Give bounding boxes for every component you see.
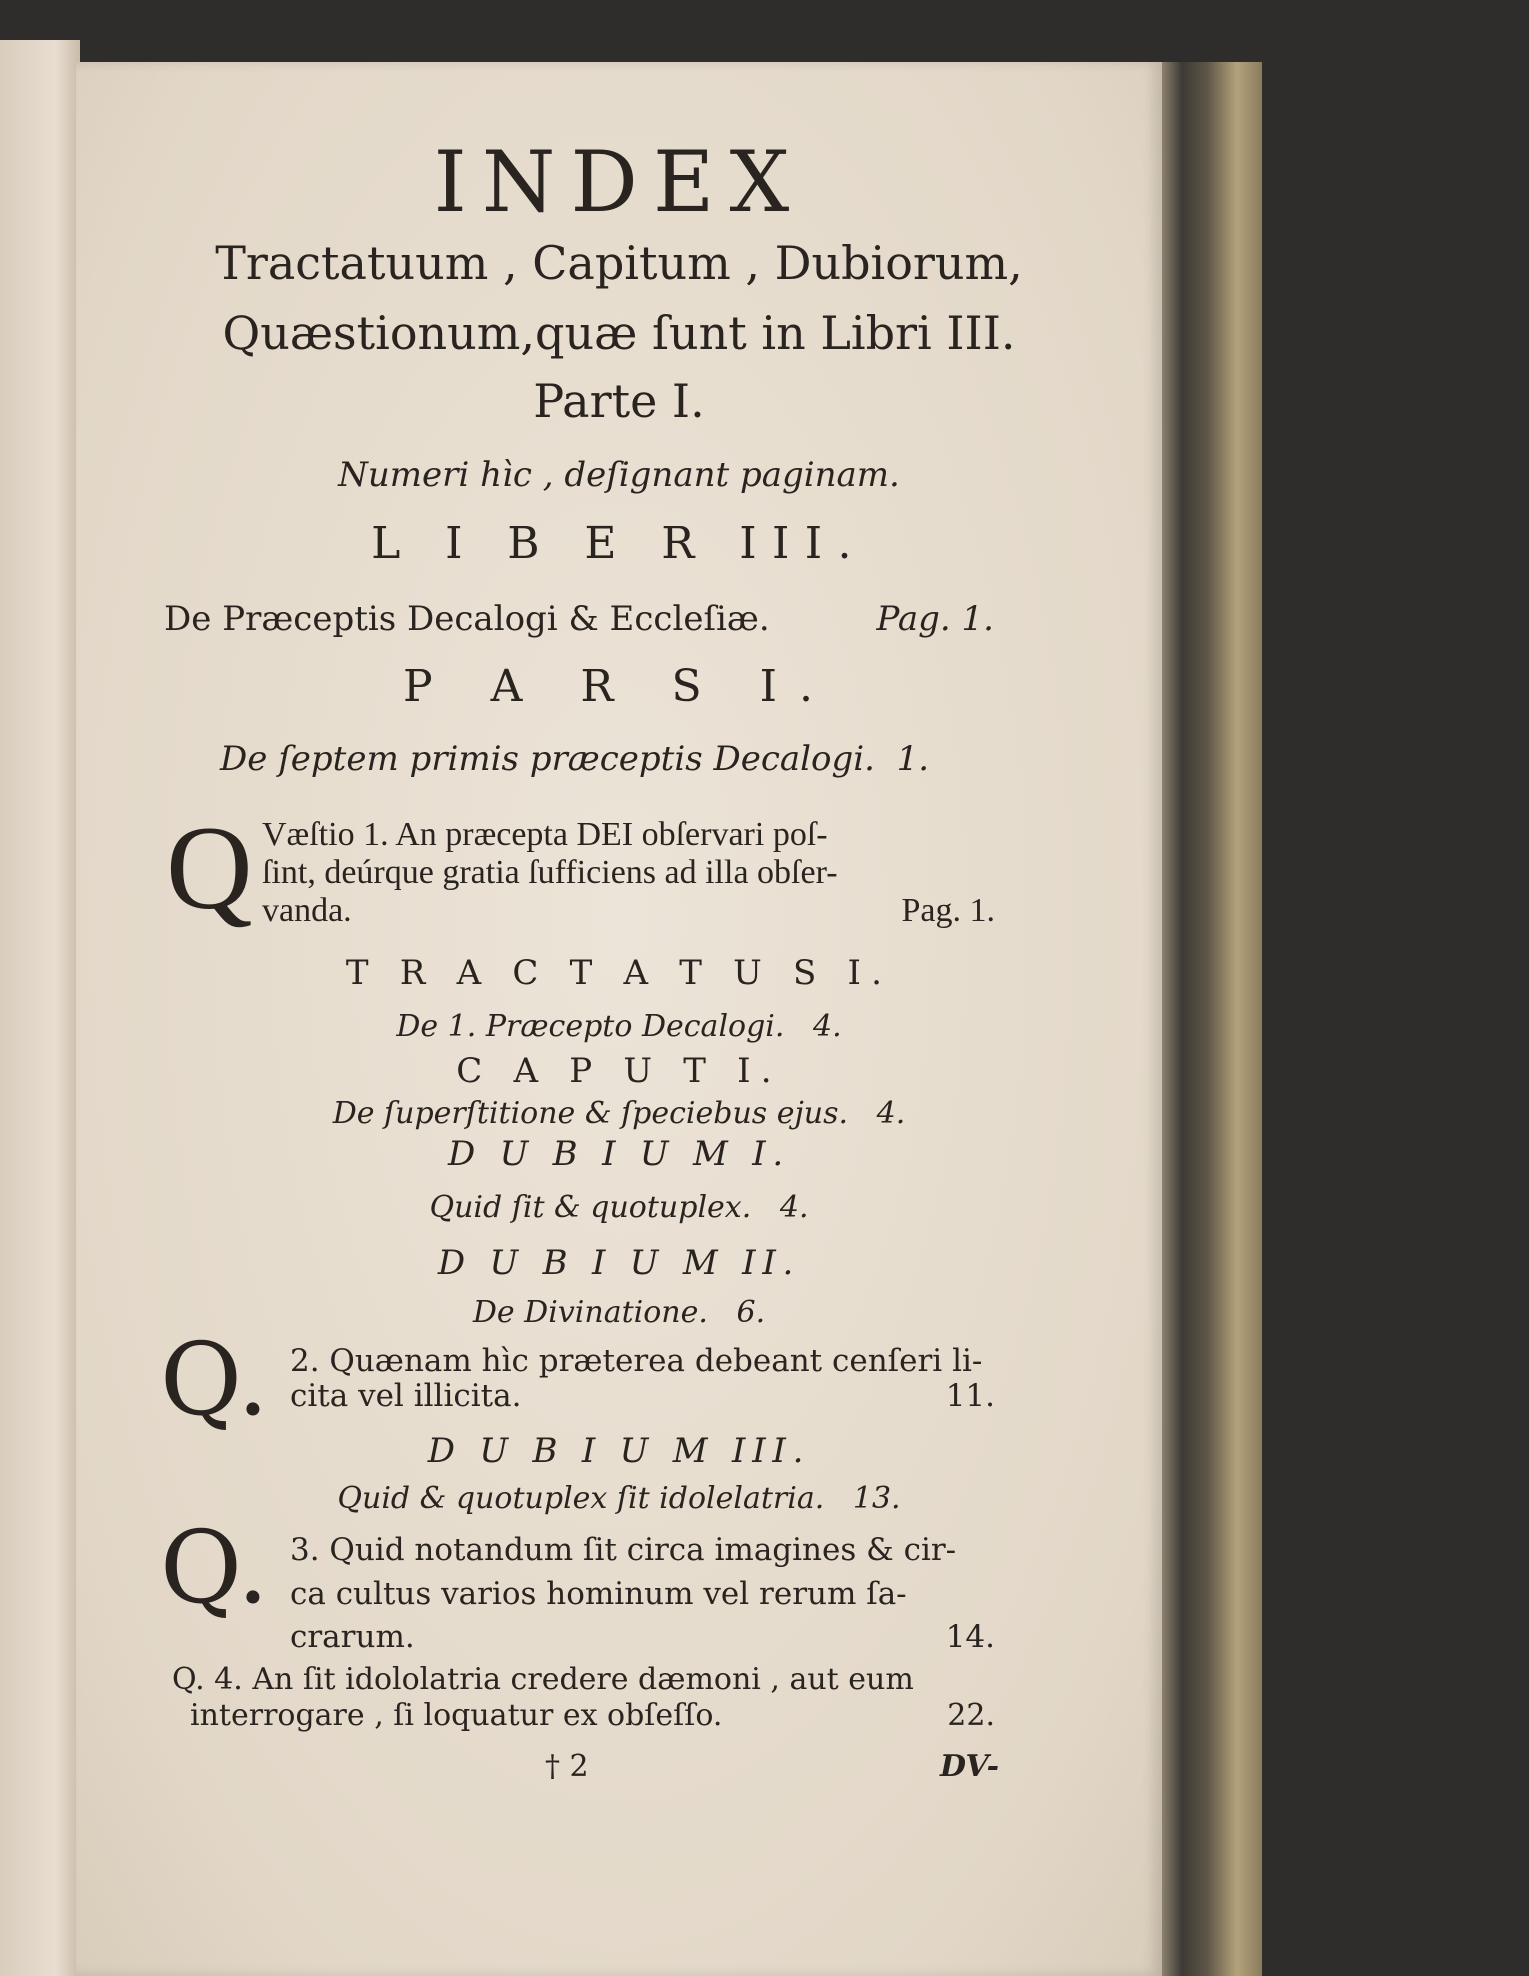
signature-mark: † 2	[545, 1749, 589, 1784]
question-line	[262, 894, 995, 928]
drop-cap: Q	[166, 801, 253, 934]
page-number: Pag. 1.	[876, 599, 994, 639]
subtitle-line: Parte I.	[533, 374, 705, 428]
entry-text: De 1. Præcepto Decalogi.	[396, 1009, 785, 1044]
tractatus-entry	[76, 1009, 1162, 1044]
question-text: crarum.	[290, 1619, 415, 1655]
dubium-entry	[76, 1190, 1162, 1225]
subtitle-line: Tractatuum , Capitum , Dubiorum,	[215, 236, 1023, 290]
left-page-edge	[0, 40, 80, 1976]
entry-text: Quid & quotuplex ſit idolelatria.	[337, 1481, 825, 1516]
pars-entry	[220, 739, 930, 779]
pars-heading: P A R S I.	[403, 661, 835, 712]
dubium-heading: D U B I U M III.	[427, 1431, 811, 1471]
liber-entry	[164, 599, 994, 639]
note: Numeri hìc , deſignant paginam.	[338, 455, 900, 495]
question-line: 3. Quid notandum ſit circa imagines & cir-	[290, 1532, 957, 1568]
entry-text: De Præceptis Decalogi & Eccleſiæ.	[164, 599, 770, 639]
page-number: Pag. 1.	[901, 892, 995, 929]
page-number: 6.	[736, 1295, 766, 1330]
entry-text: De ſuperſtitione & ſpeciebus ejus.	[332, 1096, 849, 1131]
page-number: 11.	[945, 1378, 995, 1414]
page-title: INDEX	[433, 133, 805, 231]
liber-heading: L I B E R III.	[371, 518, 867, 569]
page-number: 14.	[945, 1619, 995, 1655]
dubium-heading: D U B I U M II.	[437, 1243, 801, 1283]
question-line: Væſtio 1. An præcepta DEI obſervari poſ-	[262, 816, 828, 853]
subtitle-line: Quæstionum,quæ ſunt in Libri III.	[222, 306, 1016, 360]
question-line	[190, 1698, 995, 1733]
question-text: cita vel illicita.	[290, 1378, 522, 1414]
catchword: DV-	[940, 1749, 1000, 1784]
page-number: 4.	[876, 1096, 906, 1131]
page-number: 22.	[947, 1698, 995, 1733]
question-line: ca cultus varios hominum vel rerum ſa-	[290, 1576, 907, 1612]
dubium-heading: D U B I U M I.	[447, 1134, 791, 1174]
page-number: 4.	[779, 1190, 809, 1225]
caput-heading: C A P U T I.	[456, 1051, 782, 1091]
page-number: 4.	[813, 1009, 842, 1044]
question-line: Q. 4. An ſit idololatria credere dæmoni , aut eum	[172, 1662, 914, 1697]
entry-text: Quid ſit & quotuplex.	[429, 1190, 752, 1225]
entry-text: De Divinatione.	[472, 1295, 708, 1330]
book-fore-edge	[1162, 62, 1262, 1976]
caput-entry	[76, 1096, 1162, 1131]
drop-cap: Q.	[160, 1509, 269, 1626]
question-text: vanda.	[262, 892, 352, 929]
question-line: 2. Quænam hìc præterea debeant cenſeri li-	[290, 1343, 983, 1379]
tractatus-heading: T R A C T A T U S I.	[345, 953, 893, 993]
page-number: 1.	[896, 739, 930, 779]
question-text: interrogare , ſi loquatur ex obſeſſo.	[190, 1698, 723, 1733]
question-line	[290, 1619, 995, 1655]
page-number: 13.	[852, 1481, 901, 1516]
question-line	[290, 1378, 995, 1414]
drop-cap: Q.	[160, 1321, 269, 1438]
entry-text: De ſeptem primis præceptis Decalogi.	[220, 739, 875, 779]
question-line: ſint, deúrque gratia ſufficiens ad illa obſer-	[262, 854, 838, 891]
